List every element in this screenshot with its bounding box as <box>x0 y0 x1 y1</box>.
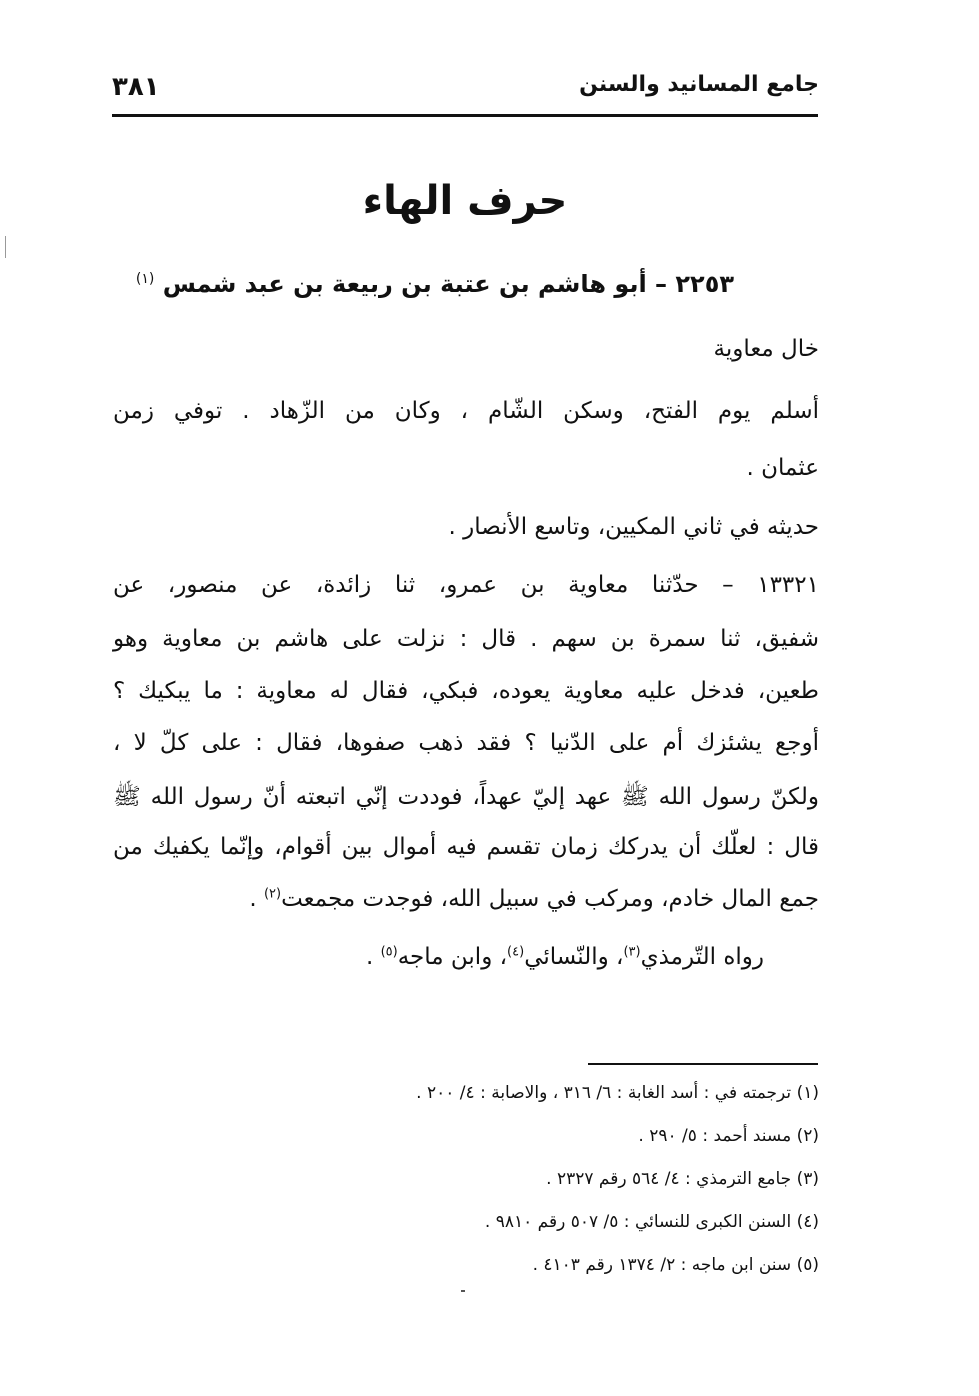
running-header-title: جامع المسانيد والسنن <box>579 72 819 97</box>
footnote-item: (٣) جامع الترمذي : ٤/ ٥٦٤ رقم ٢٣٢٧ . <box>546 1169 819 1189</box>
footnote-ref: (١) <box>135 271 155 287</box>
narration-line <box>366 944 764 970</box>
entry-name: أبو هاشم بن عتبة بن ربيعة بن عبد شمس <box>162 270 647 298</box>
entry-heading <box>136 270 734 298</box>
footnote-item: (٢) مسند أحمد : ٥/ ٢٩٠ . <box>638 1126 819 1146</box>
entry-number: ٢٢٥٣ <box>675 270 734 298</box>
bio-line: أسلم يوم الفتح، وسكن الشّام ، وكان من الزّهاد . توفي زمن <box>113 398 819 424</box>
hadith-last-text: جمع المال خادم، ومركب في سبيل الله، فوجدت مجمعت <box>281 886 819 912</box>
narration-mid: ، وابن ماجه <box>397 944 508 970</box>
footnote-item: (٥) سنن ابن ماجه : ٢/ ١٣٧٤ رقم ٤١٠٣ . <box>532 1255 819 1275</box>
hadith-line: أوجع يشئزك أم على الدّنيا ؟ فقد ذهب صفوها، فقال : على كلّ لا ، <box>113 730 819 756</box>
narration-tail: . <box>365 944 381 970</box>
footnote-item: (١) ترجمته في : أسد الغابة : ٦/ ٣١٦ ، والاصابة : ٤/ ٢٠٠ . <box>416 1083 819 1103</box>
footnote-ref: (٤) <box>507 944 525 960</box>
hadith-line: ولكنّ رسول الله ﷺ عهد إليّ عهداً، فوددت إنّي اتبعته أنّ رسول الله ﷺ <box>113 784 819 810</box>
page-number: ٣٨١ <box>112 72 160 102</box>
footnote-ref: (٢) <box>263 886 282 902</box>
scan-mark <box>5 236 6 258</box>
footnote-ref: (٥) <box>380 944 398 960</box>
footnote-rule <box>588 1063 818 1065</box>
hadith-location: حديثه في ثاني المكيين، وتاسع الأنصار . <box>448 514 819 540</box>
footnote-ref: (٣) <box>623 944 641 960</box>
entry-subtitle: خال معاوية <box>713 336 819 362</box>
scan-speck <box>461 1290 465 1292</box>
narration-prefix: رواه التّرمذي <box>640 944 764 970</box>
hadith-line: طعين، فدخل عليه معاوية يعوده، فبكي، فقال له معاوية : ما يبكيك ؟ <box>113 678 819 704</box>
footnote-item: (٤) السنن الكبرى للنسائي : ٥/ ٥٠٧ رقم ٩٨١٠ . <box>484 1212 819 1232</box>
hadith-line: قال : لعلّك أن يدركك زمان تقسم فيه أموال بين أقوام، وإنّما يكفيك من <box>113 834 819 860</box>
hadith-last-line <box>249 886 819 912</box>
hadith-line: شفيق، ثنا سمرة بن سهم . قال : نزلت على هاشم بن معاوية وهو <box>113 626 819 652</box>
entry-dash: – <box>646 270 668 298</box>
hadith-line: ١٣٣٢١ – حدّثنا معاوية بن عمرو، ثنا زائدة، عن منصور، عن <box>113 572 819 598</box>
chapter-title: حرف الهاء <box>362 178 568 224</box>
hadith-last-tail: . <box>249 886 264 912</box>
bio-line: عثمان . <box>746 455 819 481</box>
header-rule <box>112 114 818 117</box>
narration-mid: ، والنّسائي <box>524 944 624 970</box>
